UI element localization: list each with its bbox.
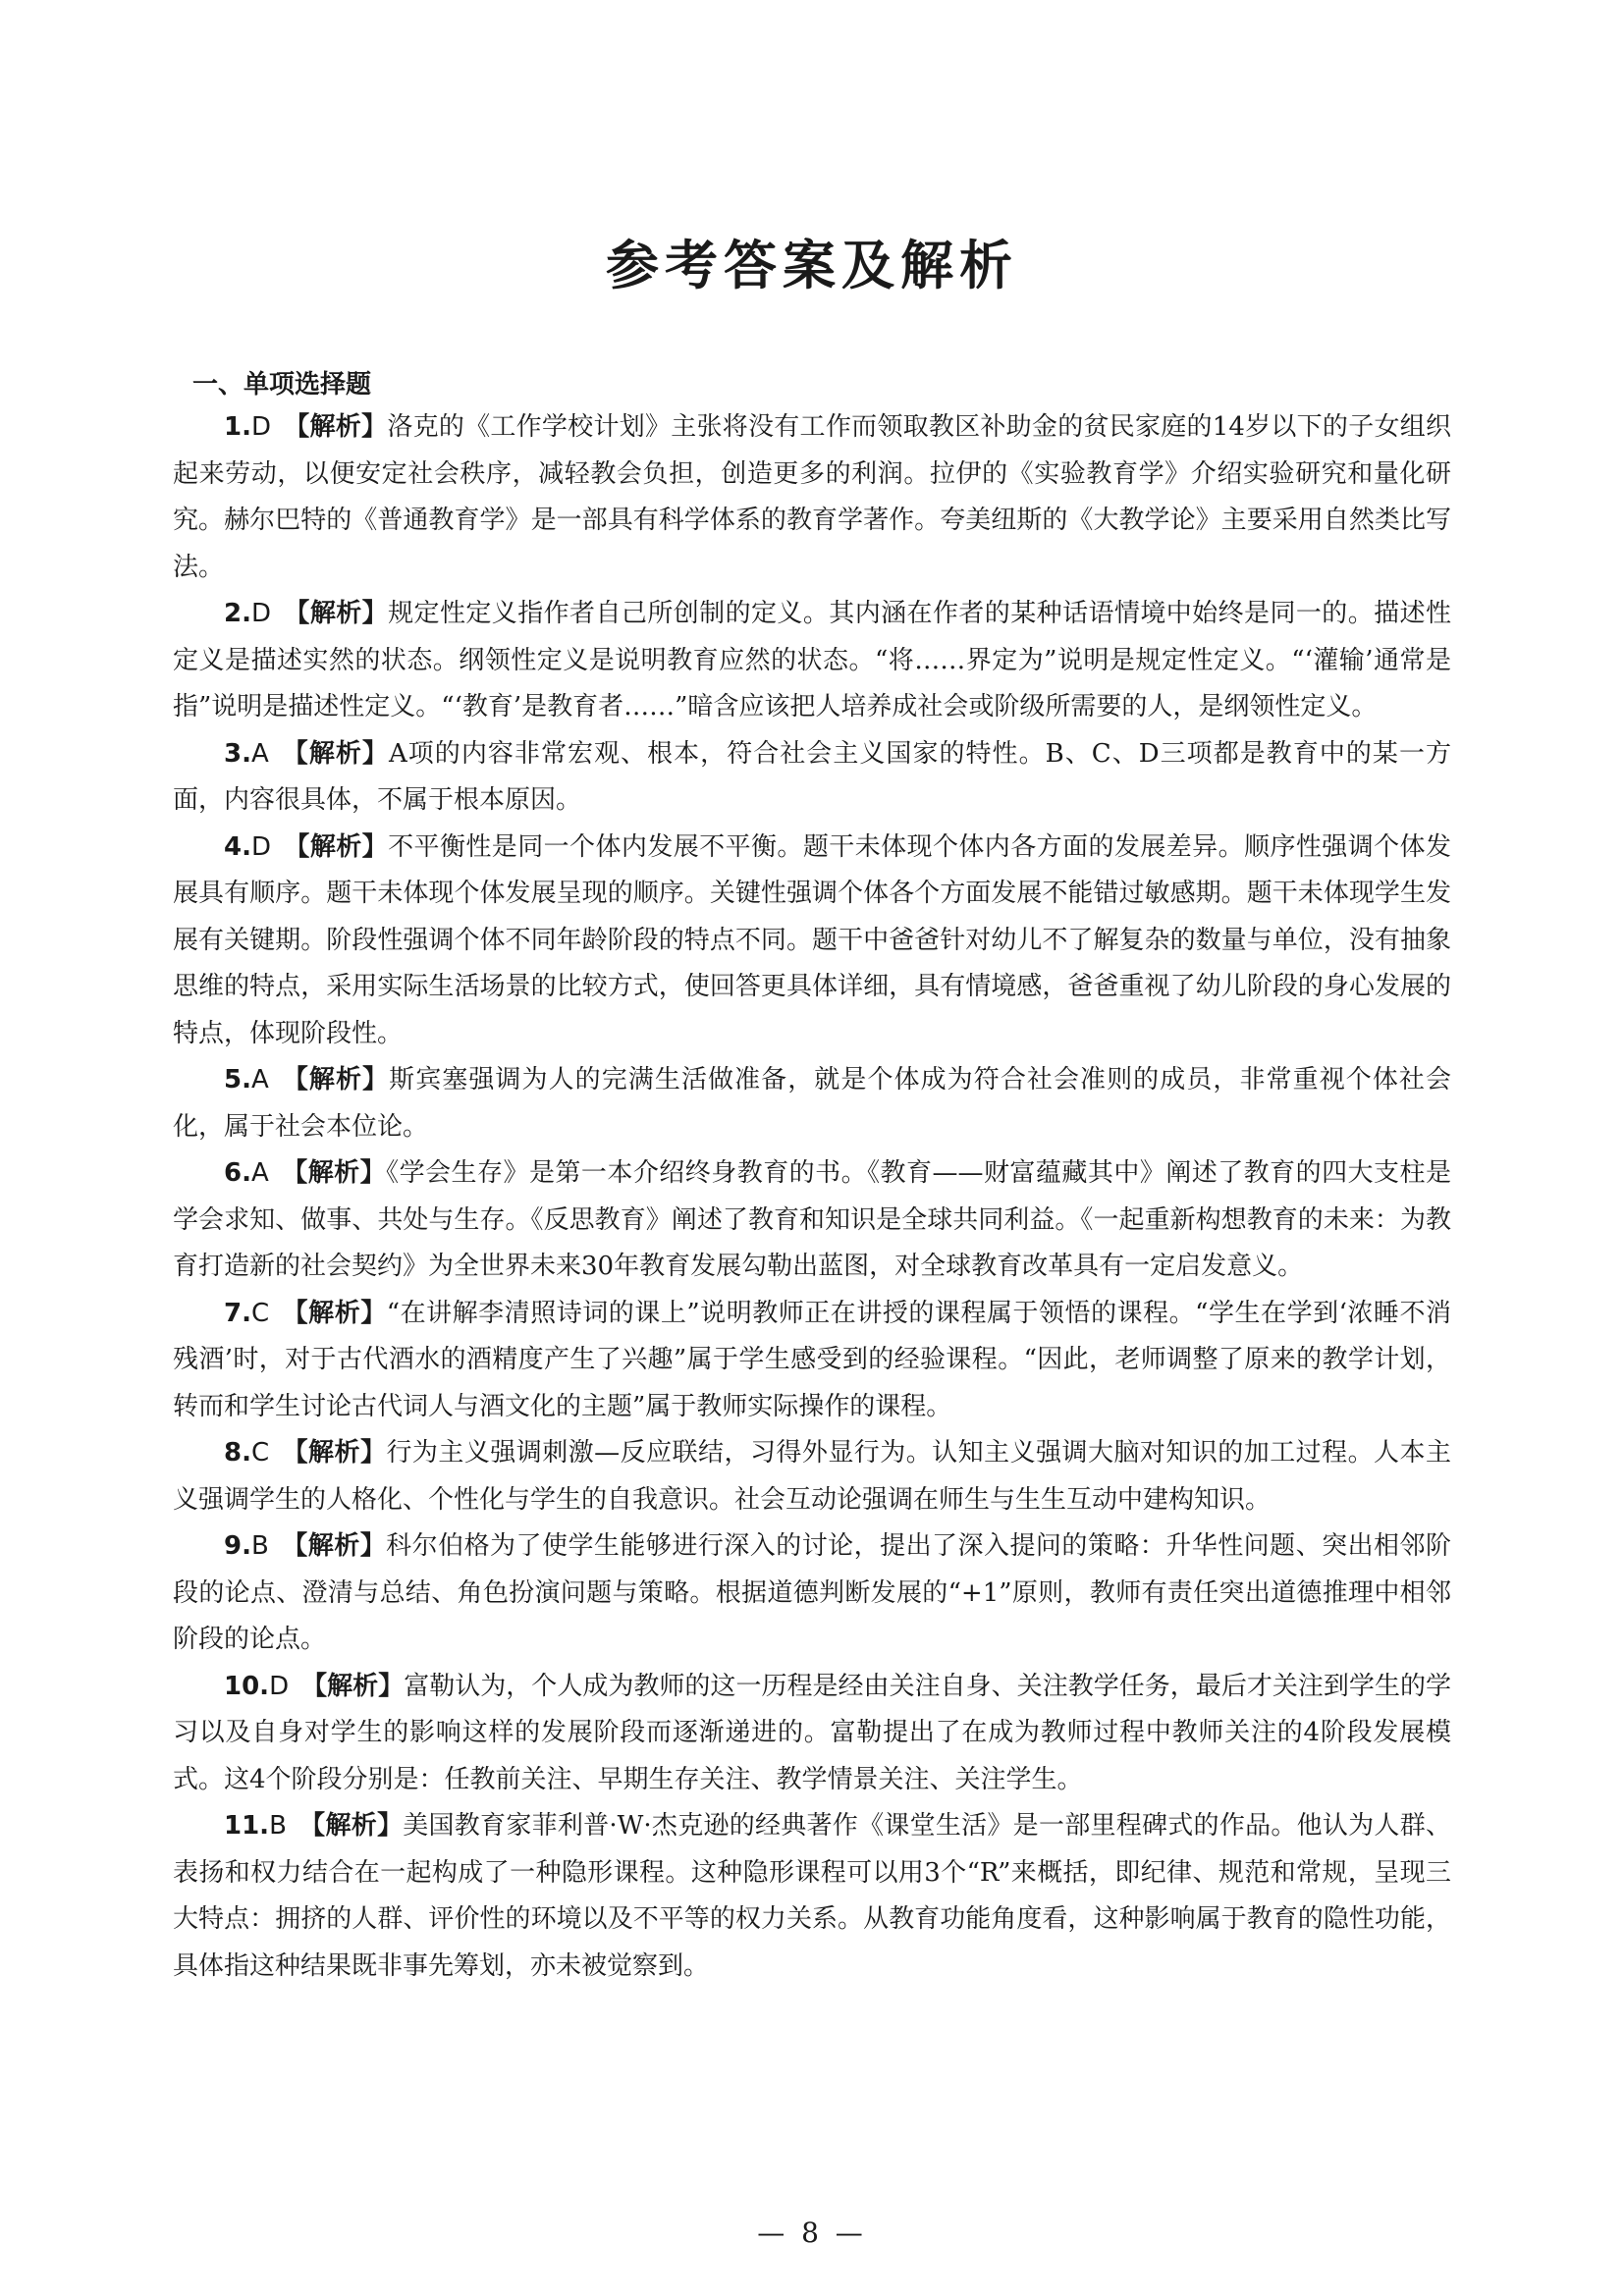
question-number: 8. (224, 1438, 251, 1468)
analysis-text: “在讲解李清照诗词的课上”说明教师正在讲授的课程属于领悟的课程。“学生在学到‘浓睡不消残酒’时，对于古代酒水的酒精度产生了兴趣”属于学生感受到的经验课程。“因此，老师调整了原来的教学计划，转而和学生讨论古代词人与酒文化的主题”属于教师实际操作的课程。 (173, 1298, 1451, 1421)
analysis-text: 美国教育家菲利普·W·杰克逊的经典著作《课堂生活》是一部里程碑式的作品。他认为人群、表扬和权力结合在一起构成了一种隐形课程。这种隐形课程可以用3个“R”来概括，即纪律、规范和常规，呈现三大特点：拥挤的人群、评价性的环境以及不平等的权力关系。从教育功能角度看，这种影响属于教育的隐性功能，具体指这种结果既非事先筹划，亦未被觉察到。 (173, 1811, 1451, 1981)
question-number: 4. (224, 831, 251, 862)
answer-choice: D (250, 599, 271, 628)
answer-choice: C (250, 1298, 270, 1328)
question-number: 3. (224, 738, 251, 769)
analysis-text: 斯宾塞强调为人的完满生活做准备，就是个体成为符合社会准则的成员，非常重视个体社会化，属于社会本位论。 (173, 1065, 1451, 1142)
answer-content (173, 365, 1451, 1990)
section-heading: 一、单项选择题 (192, 370, 372, 400)
question-number: 10. (224, 1671, 270, 1701)
answer-choice: C (250, 1438, 270, 1468)
question-number: 1. (224, 412, 251, 442)
answer-item (173, 1523, 1451, 1664)
analysis-text: 《学会生存》是第一本介绍终身教育的书。《教育——财富蕴藏其中》阐述了教育的四大支柱是学会求知、做事、共处与生存。《反思教育》阐述了教育和知识是全球共同利益。《一起重新构想教育的未来：为教育打造新的社会契约》为全世界未来30年教育发展勾勒出蓝图，对全球教育改革具有一定启发意义。 (173, 1158, 1451, 1281)
answer-choice: A (250, 1065, 269, 1095)
answer-item (173, 1664, 1451, 1804)
answer-item (173, 731, 1451, 825)
answer-item (173, 1803, 1451, 1990)
question-number: 7. (224, 1298, 251, 1328)
question-number: 5. (224, 1065, 251, 1095)
analysis-text: A项的内容非常宏观、根本，符合社会主义国家的特性。B、C、D三项都是教育中的某一方面，内容很具体，不属于根本原因。 (173, 738, 1451, 815)
analysis-tag: 【解析】 (301, 1671, 405, 1701)
question-number: 11. (224, 1811, 270, 1841)
analysis-tag: 【解析】 (281, 1158, 387, 1188)
analysis-text: 富勒认为，个人成为教师的这一历程是经由关注自身、关注教学任务，最后才关注到学生的学习以及自身对学生的影响这样的发展阶段而逐渐递进的。富勒提出了在成为教师过程中教师关注的4阶段发展模式。这4个阶段分别是：任教前关注、早期生存关注、教学情景关注、关注学生。 (173, 1671, 1451, 1794)
answer-choice: A (250, 1158, 269, 1188)
answer-item (173, 1150, 1451, 1291)
analysis-tag: 【解析】 (284, 831, 389, 862)
answer-choice: D (250, 831, 271, 862)
analysis-tag: 【解析】 (298, 1811, 404, 1841)
analysis-tag: 【解析】 (281, 738, 389, 769)
answer-choice: D (250, 412, 271, 442)
analysis-tag: 【解析】 (282, 1438, 387, 1468)
analysis-tag: 【解析】 (284, 412, 388, 442)
answer-item (173, 825, 1451, 1058)
answer-item (173, 1291, 1451, 1431)
analysis-tag: 【解析】 (281, 1065, 390, 1095)
answer-item (173, 404, 1451, 591)
analysis-text: 行为主义强调刺激—反应联结，习得外显行为。认知主义强调大脑对知识的加工过程。人本主义强调学生的人格化、个性化与学生的自我意识。社会互动论强调在师生与生生互动中建构知识。 (173, 1438, 1451, 1515)
analysis-text: 规定性定义指作者自己所创制的定义。其内涵在作者的某种话语情境中始终是同一的。描述性定义是描述实然的状态。纲领性定义是说明教育应然的状态。“将……界定为”说明是规定性定义。“‘灌输’通常是指”说明是描述性定义。“‘教育’是教育者……”暗含应该把人培养成社会或阶级所需要的人，是纲领性定义。 (173, 599, 1451, 721)
answer-item (173, 591, 1451, 731)
question-number: 6. (224, 1158, 251, 1188)
answer-item (173, 1430, 1451, 1523)
analysis-tag: 【解析】 (281, 1531, 387, 1561)
question-number: 2. (224, 599, 251, 628)
analysis-text: 科尔伯格为了使学生能够进行深入的讨论，提出了深入提问的策略：升华性问题、突出相邻阶段的论点、澄清与总结、角色扮演问题与策略。根据道德判断发展的“+1”原则，教师有责任突出道德推理中相邻阶段的论点。 (173, 1531, 1451, 1654)
answer-choice: B (250, 1531, 269, 1561)
analysis-text: 不平衡性是同一个体内发展不平衡。题干未体现个体内各方面的发展差异。顺序性强调个体发展具有顺序。题干未体现个体发展呈现的顺序。关键性强调个体各个方面发展不能错过敏感期。题干未体现学生发展有关键期。阶段性强调个体不同年龄阶段的特点不同。题干中爸爸针对幼儿不了解复杂的数量与单位，没有抽象思维的特点，采用实际生活场景的比较方式，使回答更具体详细，具有情境感，爸爸重视了幼儿阶段的身心发展的特点，体现阶段性。 (173, 831, 1451, 1048)
analysis-tag: 【解析】 (284, 599, 389, 628)
answer-choice: B (269, 1811, 287, 1841)
answer-choice: D (269, 1671, 290, 1701)
page-title: 参考答案及解析 (606, 235, 1018, 296)
analysis-text: 洛克的《工作学校计划》主张将没有工作而领取教区补助金的贫民家庭的14岁以下的子女组织起来劳动，以便安定社会秩序，减轻教会负担，创造更多的利润。拉伊的《实验教育学》介绍实验研究和量化研究。赫尔巴特的《普通教育学》是一部具有科学体系的教育学著作。夸美纽斯的《大教学论》主要采用自然类比写法。 (173, 412, 1451, 582)
analysis-tag: 【解析】 (282, 1298, 387, 1328)
page-number: — 8 — (757, 2216, 867, 2249)
question-number: 9. (224, 1531, 251, 1561)
answer-list (173, 404, 1451, 1990)
answer-item (173, 1057, 1451, 1150)
answer-choice: A (250, 738, 269, 769)
